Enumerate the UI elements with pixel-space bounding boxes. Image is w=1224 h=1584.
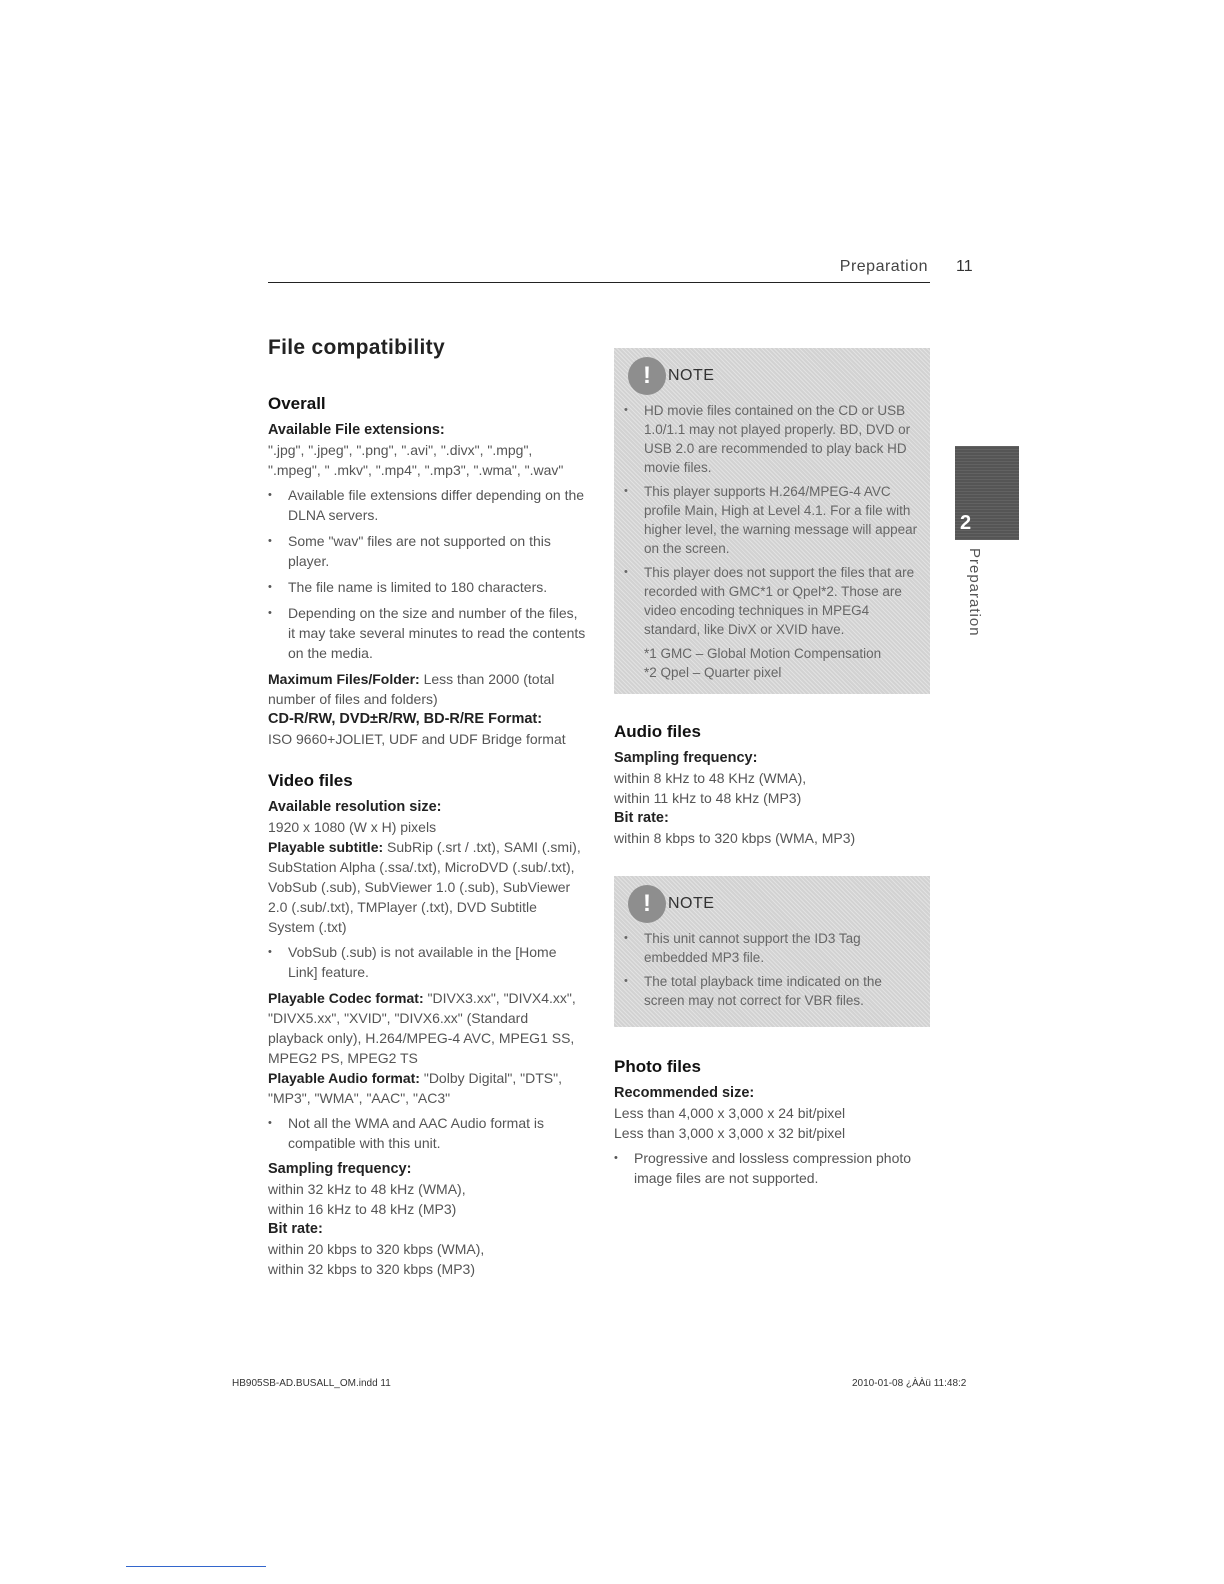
subtitle-text: SubRip (.srt / .txt), SAMI (.smi), SubStation Alpha (.ssa/.txt), MicroDVD (.sub/.txt), VobSub (.sub), SubViewer 1.0 (.sub), SubViewer 2.0 (.sub/.txt), TMPlayer (.txt), DVD Subtitle System (.txt): [268, 839, 581, 935]
list-item: • Some "wav" files are not supported on this player.: [268, 531, 586, 571]
subtitle-paragraph: [268, 837, 586, 937]
video-sampling-line: within 16 kHz to 48 kHz (MP3): [268, 1201, 457, 1217]
subtitle-bullets: [268, 942, 586, 982]
list-item: • Not all the WMA and AAC Audio format is compatible with this unit.: [268, 1113, 586, 1153]
header-rule: [268, 282, 930, 283]
video-files-heading: Video files: [268, 771, 353, 790]
print-footer-filename: HB905SB-AD.BUSALL_OM.indd 11: [232, 1378, 391, 1389]
list-item: • Depending on the size and number of the files, it may take several minutes to read the contents on the media.: [268, 603, 586, 663]
codec-paragraph: [268, 988, 586, 1068]
extensions-text: ".jpg", ".jpeg", ".png", ".avi", ".divx", ".mpg", ".mpeg", " .mkv", ".mp4", ".mp3", ".wma", ".wav": [268, 442, 564, 478]
audio-format-bullets: [268, 1113, 586, 1153]
max-files-label: Maximum Files/Folder:: [268, 671, 420, 687]
overall-heading: Overall: [268, 394, 326, 413]
running-header-section: Preparation: [839, 258, 928, 275]
recommended-size-line: Less than 4,000 x 3,000 x 24 bit/pixel: [614, 1105, 846, 1121]
note-header: [624, 356, 920, 396]
audio-sampling-line: within 11 kHz to 48 kHz (MP3): [614, 790, 802, 806]
list-item: • VobSub (.sub) is not available in the [Home Link] feature.: [268, 942, 586, 982]
audio-format-label: Playable Audio format:: [268, 1070, 420, 1086]
subtitle-label: Playable subtitle:: [268, 839, 384, 855]
audio-bitrate-heading: Bit rate:: [614, 810, 669, 826]
exclamation-icon: !: [628, 885, 666, 923]
resolution-heading: Available resolution size:: [268, 799, 442, 815]
disc-format-heading: CD-R/RW, DVD±R/RW, BD-R/RE Format:: [268, 711, 543, 727]
audio-sampling-line: within 8 kHz to 48 KHz (WMA),: [614, 770, 807, 786]
list-item: • Progressive and lossless compression photo image files are not supported.: [614, 1148, 930, 1188]
video-bitrate-heading: Bit rate:: [268, 1221, 323, 1237]
page-title: File compatibility: [268, 336, 445, 359]
exclamation-icon: !: [628, 357, 666, 395]
note-bullets: [624, 929, 920, 1010]
right-column: [614, 348, 930, 1194]
audio-bitrate-line: within 8 kbps to 320 kbps (WMA, MP3): [614, 830, 856, 846]
audio-format-text: "Dolby Digital", "DTS", "MP3", "WMA", "AAC", "AC3": [268, 1070, 562, 1106]
list-item: • The total playback time indicated on the screen may not correct for VBR files.: [624, 972, 920, 1010]
print-footer-timestamp: 2010-01-08 ¿ÀÀü 11:48:2: [852, 1378, 967, 1389]
list-item: • This player does not support the files that are recorded with GMC*1 or Qpel*2. Those are video encoding techniques in MPEG4 standard, like DivX or XVID have.: [624, 563, 920, 639]
recommended-size-line: Less than 3,000 x 3,000 x 32 bit/pixel: [614, 1125, 846, 1141]
codec-label: Playable Codec format:: [268, 990, 424, 1006]
max-files-paragraph: [268, 669, 586, 709]
audio-format-paragraph: [268, 1068, 586, 1108]
list-item: • The file name is limited to 180 characters.: [268, 577, 586, 597]
video-sampling-heading: Sampling frequency:: [268, 1161, 412, 1177]
codec-text: "DIVX3.xx", "DIVX4.xx", "DIVX5.xx", "XVID", "DIVX6.xx" (Standard playback only), H.264/MPEG-4 AVC, MPEG1 SS, MPEG2 PS, MPEG2 TS: [268, 990, 576, 1066]
list-item: • HD movie files contained on the CD or USB 1.0/1.1 may not played properly. BD, DVD or USB 2.0 are recommended to play back HD movie files.: [624, 401, 920, 477]
list-item: • This unit cannot support the ID3 Tag embedded MP3 file.: [624, 929, 920, 967]
overall-bullets: [268, 485, 586, 663]
footnote: *1 GMC – Global Motion Compensation: [644, 646, 882, 661]
note-box: [614, 876, 930, 1027]
note-bullets: [624, 401, 920, 639]
note-box: [614, 348, 930, 694]
photo-files-heading: Photo files: [614, 1057, 701, 1076]
audio-files-heading: Audio files: [614, 722, 701, 741]
page-number: 11: [956, 258, 973, 275]
max-files-text: Less than 2000 (total number of files and folders): [268, 671, 555, 707]
resolution-text: 1920 x 1080 (W x H) pixels: [268, 819, 437, 835]
audio-sampling-heading: Sampling frequency:: [614, 750, 758, 766]
note-label: NOTE: [668, 367, 715, 384]
bottom-rule: [126, 1566, 266, 1567]
disc-format-text: ISO 9660+JOLIET, UDF and UDF Bridge format: [268, 731, 566, 747]
note-header: [624, 884, 920, 924]
video-sampling-line: within 32 kHz to 48 kHz (WMA),: [268, 1181, 466, 1197]
video-bitrate-line: within 32 kbps to 320 kbps (MP3): [268, 1261, 475, 1277]
list-item: • Available file extensions differ depending on the DLNA servers.: [268, 485, 586, 525]
recommended-size-heading: Recommended size:: [614, 1085, 755, 1101]
photo-bullets: [614, 1148, 930, 1188]
left-column: [268, 336, 586, 1279]
footnote: *2 Qpel – Quarter pixel: [644, 665, 782, 680]
chapter-side-label: Preparation: [966, 548, 983, 637]
list-item: • This player supports H.264/MPEG-4 AVC profile Main, High at Level 4.1. For a file with higher level, the warning message will appear on the screen.: [624, 482, 920, 558]
note-label: NOTE: [668, 895, 715, 912]
extensions-heading: Available File extensions:: [268, 422, 445, 438]
chapter-number: 2: [960, 512, 972, 534]
video-bitrate-line: within 20 kbps to 320 kbps (WMA),: [268, 1241, 485, 1257]
